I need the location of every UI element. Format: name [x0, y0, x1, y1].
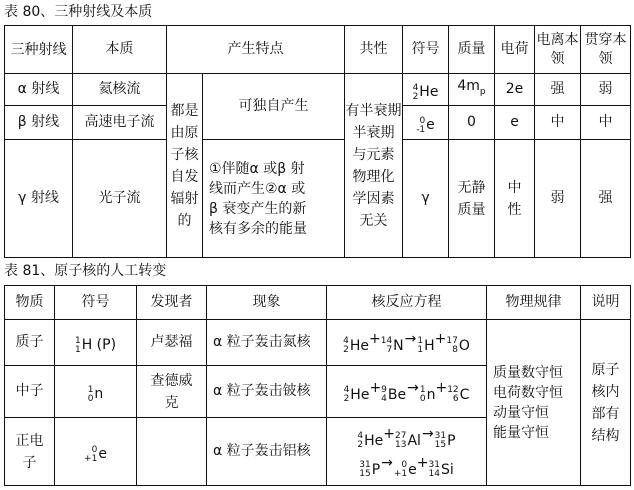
- proton-symbol: 1 1 H (P): [55, 320, 137, 366]
- positron-symbol: 0 +1 e: [55, 418, 137, 486]
- neutron-symbol: 1 0 n: [55, 366, 137, 418]
- alpha-ray: α 射线: [5, 74, 73, 106]
- header-common: 共性: [345, 26, 403, 74]
- header-note: 说明: [581, 286, 631, 320]
- proton-discoverer: 卢瑟福: [137, 320, 207, 366]
- header-matter: 物质: [5, 286, 55, 320]
- alpha-symbol: 4 2 He: [403, 74, 449, 106]
- header-laws: 物理规律: [487, 286, 581, 320]
- gamma-ray: γ 射线: [5, 140, 73, 258]
- header-charge: 电荷: [495, 26, 535, 74]
- positron-phenomenon: α 粒子轰击铝核: [207, 418, 327, 486]
- header-symbol: 符号: [403, 26, 449, 74]
- header-penetration: 贯穿本领: [581, 26, 631, 74]
- positron-discoverer: [137, 418, 207, 486]
- beta-ray: β 射线: [5, 106, 73, 140]
- alpha-mass: $4m_p$: [449, 74, 495, 106]
- alpha-penetration: 弱: [581, 74, 631, 106]
- table2-caption: 表 81、原子核的人工转变: [4, 263, 167, 279]
- commonality-cell: 有半衰期 半衰期 与元素 物理化 学因素 无关: [345, 74, 403, 258]
- beta-penetration: 中: [581, 106, 631, 140]
- neutron-equation: 4 2 He+ 9 4 Be→ 1 0 n+ 12 6 C: [327, 366, 487, 418]
- transmutation-table: [4, 285, 631, 486]
- gamma-feature: ①伴随α 或β 射 线而产生②α 或 β 衰变产生的新 核有多余的能量: [203, 140, 345, 258]
- beta-mass: 0: [449, 106, 495, 140]
- alpha-nature: 氦核流: [73, 74, 167, 106]
- beta-symbol: 0 -1 e: [403, 106, 449, 140]
- rays-table: [4, 25, 631, 258]
- header-mass: 质量: [449, 26, 495, 74]
- header-feature: 产生特点: [167, 26, 345, 74]
- gamma-symbol: γ: [403, 140, 449, 258]
- header-symbol2: 符号: [55, 286, 137, 320]
- alpha-ionization: 强: [535, 74, 581, 106]
- proton-equation: 4 2 He+ 14 7 N→ 1 1 H+ 17 8 O: [327, 320, 487, 366]
- header-phenomenon: 现象: [207, 286, 327, 320]
- neutron-phenomenon: α 粒子轰击铍核: [207, 366, 327, 418]
- table1-caption: 表 80、三种射线及本质: [4, 4, 153, 20]
- alpha-feature: 可独自产生: [203, 74, 345, 140]
- gamma-charge: 中 性: [495, 140, 535, 258]
- gamma-penetration: 强: [581, 140, 631, 258]
- proton-phenomenon: α 粒子轰击氮核: [207, 320, 327, 366]
- header-nature: 本质: [73, 26, 167, 74]
- gamma-mass: 无静 质量: [449, 140, 495, 258]
- header-ray: 三种射线: [5, 26, 73, 74]
- header-discoverer: 发现者: [137, 286, 207, 320]
- laws-cell: 质量数守恒 电荷数守恒 动量守恒 能量守恒: [487, 320, 581, 486]
- positron-matter: 正电 子: [5, 418, 55, 486]
- note-cell: 原子 核内 部有 结构: [581, 320, 631, 486]
- origin-cell: 都是 由原 子核 自发 辐射 的: [167, 74, 203, 258]
- header-equation: 核反应方程: [327, 286, 487, 320]
- beta-charge: e: [495, 106, 535, 140]
- positron-equation: 4 2 He+ 27 13 Al→ 31 15 P 31 15 P→ 0 +1 e+ 31 14 Si: [327, 418, 487, 486]
- alpha-charge: 2e: [495, 74, 535, 106]
- proton-matter: 质子: [5, 320, 55, 366]
- beta-ionization: 中: [535, 106, 581, 140]
- gamma-nature: 光子流: [73, 140, 167, 258]
- header-ionization: 电离本领: [535, 26, 581, 74]
- beta-nature: 高速电子流: [73, 106, 167, 140]
- gamma-ionization: 弱: [535, 140, 581, 258]
- neutron-matter: 中子: [5, 366, 55, 418]
- neutron-discoverer: 查德威 克: [137, 366, 207, 418]
